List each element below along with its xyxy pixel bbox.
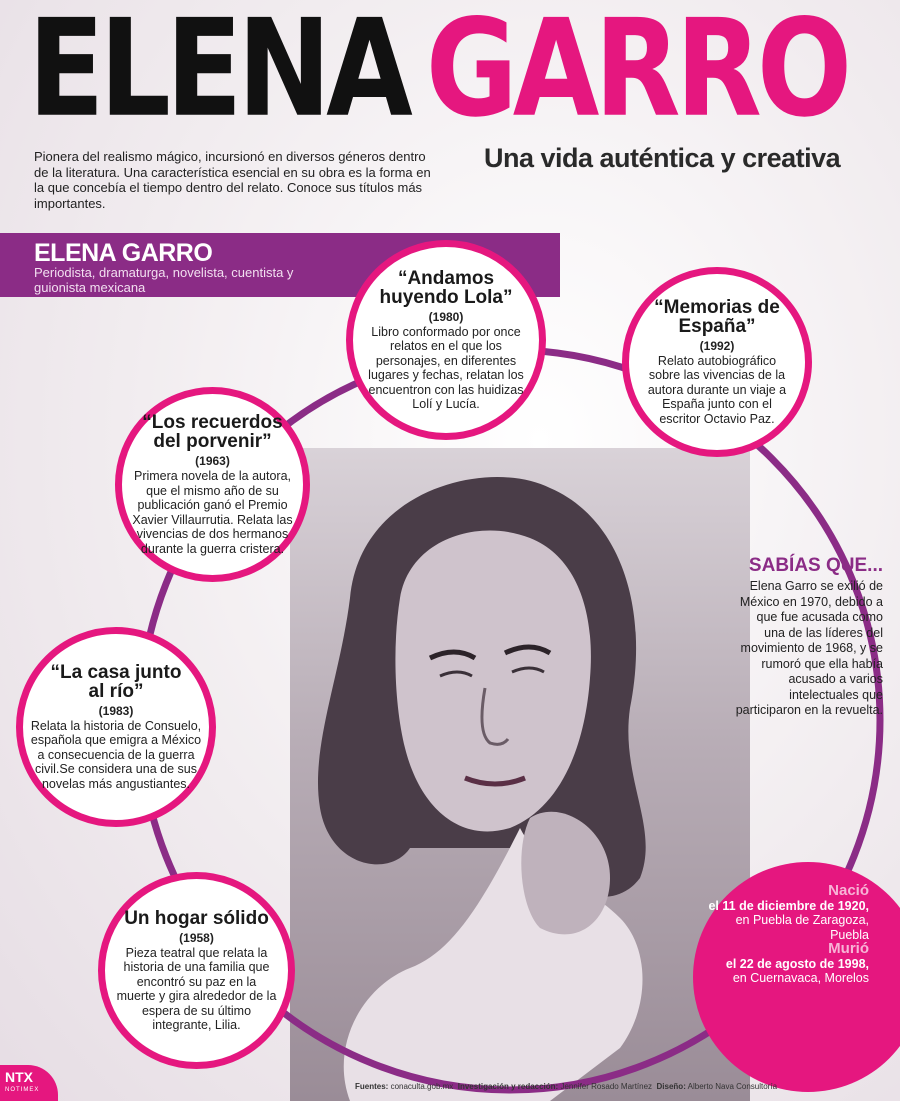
- intro-text: Pionera del realismo mágico, incursionó en diversos géneros dentro de la literatura. Una característica esencial en su obra es la forma en la que concebía el tiempo dentro del relato. Conoce sus títulos más importantes.: [34, 149, 431, 211]
- born-date: el 11 de diciembre de 1920,: [708, 898, 869, 913]
- work-circle-hogar: [98, 872, 295, 1069]
- title-first: ELENA: [28, 0, 408, 148]
- died-place: en Cuernavaca, Morelos: [732, 971, 869, 985]
- work-year: (1980): [428, 309, 464, 324]
- work-description: Relata la historia de Consuelo, española que emigra a México a consecuencia de la guerra civil.Se considera una de sus novelas más angustiantes.: [30, 718, 202, 791]
- work-circle-memorias: [622, 267, 812, 457]
- work-year: (1963): [195, 454, 230, 468]
- work-title: “Andamos huyendo Lola”: [379, 267, 513, 308]
- band-name: ELENA GARRO: [34, 239, 213, 267]
- work-title: “Memorias de España”: [654, 296, 780, 337]
- died-date: el 22 de agosto de 1998,: [725, 956, 869, 971]
- sources-label: Fuentes:: [355, 1082, 389, 1091]
- band-description: Periodista, dramaturga, novelista, cuentista y guionista mexicana: [34, 265, 294, 295]
- work-year: (1983): [98, 703, 134, 718]
- born-place: en Puebla de Zaragoza, Puebla: [735, 913, 869, 942]
- work-description: Pieza teatral que relata la historia de una familia que encontró su paz en la muerte y gira alrededor de la espera de su último integrante, Lilia.: [116, 945, 277, 1032]
- work-circle-casa: [16, 627, 216, 827]
- work-description: Relato autobiográfico sobre las vivencias de la autora durante un viaje a España junto con el escritor Octavio Paz.: [647, 353, 787, 426]
- work-title: Un hogar sólido: [124, 907, 269, 929]
- work-description: Primera novela de la autora, que el mismo año de su publicación ganó el Premio Xavier Villaurrutia. Relata las vivencias de dos hermanos durante la guerra cristera.: [132, 469, 293, 556]
- died-label: Murió: [828, 940, 869, 957]
- work-year: (1958): [179, 930, 214, 945]
- work-circle-andamos: [346, 240, 546, 440]
- design-label: Diseño:: [656, 1082, 686, 1091]
- sources: conaculta.gob.mx: [390, 1082, 454, 1091]
- did-you-know-title: SABÍAS QUE...: [748, 555, 883, 576]
- logo-sub: NOTIMEX: [5, 1087, 40, 1093]
- did-you-know-text: Elena Garro se exilió de México en 1970, debido a que fue acusada como una de las líderes del movimiento de 1968, y se rumoró que ella había acusado a varios intelectuales que participaron en la revuelta.: [735, 579, 883, 717]
- work-title: “La casa junto al río”: [50, 661, 182, 702]
- work-circle-recuerdos: [115, 387, 310, 582]
- title-second: GARRO: [425, 0, 848, 148]
- design: Alberto Nava Consultoría: [687, 1082, 778, 1091]
- work-title: “Los recuerdos del porvenir”: [142, 412, 283, 452]
- work-description: Libro conformado por once relatos en el que los personajes, en diferentes lugares y fechas, relatan los encuentron con las huidizas Lolí y Lucía.: [368, 324, 524, 411]
- born-label: Nació: [828, 882, 869, 899]
- credits: [355, 1082, 777, 1091]
- logo-text: NTX: [5, 1069, 33, 1085]
- did-you-know: [735, 555, 883, 719]
- subtitle: Una vida auténtica y creativa: [484, 143, 841, 173]
- research: Jennifer Rosado Martínez: [560, 1082, 653, 1091]
- work-year: (1992): [699, 338, 735, 353]
- research-label: Investigación y redacción:: [457, 1082, 559, 1091]
